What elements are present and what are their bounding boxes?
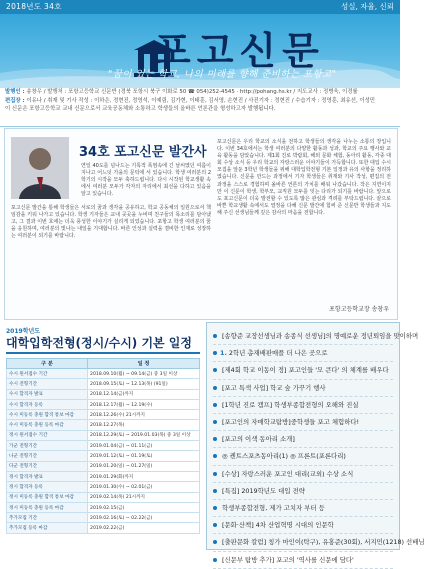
table-row: [7, 502, 200, 512]
item-text: [수상] 자랑스러운 포고인 대리(교외) 수상 소식: [222, 469, 354, 478]
row-schedule: 2019.02.14(목) 21시까지: [88, 492, 200, 502]
table-row: [7, 369, 200, 379]
table-row: [7, 492, 200, 502]
principal-photo: [11, 137, 69, 199]
item-text: [포고 특색 사업] 학교 숲 가꾸기 행사: [222, 383, 326, 392]
bullet-icon: [213, 403, 217, 407]
list-item: [213, 380, 393, 397]
row-category: 수시 미등록 충원 합격 통보 마감: [7, 410, 88, 420]
contents-index: [206, 322, 425, 564]
feature-title: 34호 포고신문 발간사: [79, 145, 207, 160]
publisher-label: 발행인 :: [5, 89, 25, 95]
table-row: [7, 379, 200, 389]
row-category: 다군 전형기간: [7, 461, 88, 471]
bullet-icon: [213, 506, 217, 510]
list-item: [213, 397, 393, 414]
row-category: 정시 합격자 등록: [7, 482, 88, 492]
row-category: 수시 합격자 등록: [7, 399, 88, 409]
item-text: [1학년 진로 캠프] 학생부종합전형의 오해와 진실: [222, 400, 359, 409]
newspaper-title: 포고신문: [154, 28, 325, 73]
row-category: 추가모집 기간: [7, 513, 88, 523]
article-column-b: 포고신문은 우리 학교의 소식을 전하고 학생들의 생각을 나누는 소통의 장입니다. 이번 34호에서는 학생 여러분의 다양한 활동과 성과, 학교의 주요 행사와 교육 활동을 담았습니다. 제1회 진로 박람회, 해외 문화 체험, 동아리 활동, 각종 대회 수상 소식 등 우리 학교의 자랑스러운 이야기들이 가득합니다. 또한 대입 수시 모집을 앞둔 3학년 학생들을 위해 대학입학전형 기본 일정과 유의 사항을 정리하였습니다. 신문을 만드는 과정에서 기자 학생들은 취재와 기사 작성, 편집의 전 과정을 스스로 경험하며 올바른 언론의 가치를 배워 나갔습니다. 작은 지면이지만 이 신문이 학생, 학부모, 교직원 모두를 잇는 다리가 되기를 바랍니다. 앞으로도 포고신문이 더욱 발전할 수 있도록 많은 관심과 격려를 부탁드립니다. 끝으로 바쁜 학교생활 속에서도 열정을 다해 신문 발간에 힘써 준 신문반 학생들과 지도해 주신 선생님들께 깊은 감사의 마음을 전합니다.: [217, 139, 391, 216]
list-item: [213, 500, 393, 517]
article-column-a: 연일 40도를 넘나드는 기록적 폭염속에 긴 날씨였던 여름이 지나고 어느덧 가을의 문턱에 서 있습니다. 학생 여러분의 2학기의 시작을 모두 축하드립니다. 다시 시작된 학교생활 속에서 여러분 모두가 각자의 자리에서 최선을 다하고 있음을 알고 있습니다.: [81, 163, 211, 198]
admission-divider: [6, 352, 200, 354]
table-row: [7, 513, 200, 523]
table-row: [7, 420, 200, 430]
item-text: [포고인의 자매학교탐방]중학생들 포고 체험하다!: [222, 418, 360, 427]
item-text: [제4회 학교 이동이 정] 포고인들 '모 큰다' 의 체계를 배우다: [222, 366, 389, 375]
bullet-icon: [213, 472, 217, 476]
bullet-icon: [213, 351, 217, 355]
row-category: 수시 전형기간: [7, 379, 88, 389]
list-item: [213, 448, 393, 465]
header-schedule: 일 정: [88, 359, 200, 369]
bullet-icon: [213, 386, 217, 390]
row-schedule: 2018.12.27(목): [88, 420, 200, 430]
row-schedule: 2018.12.17(월) ~ 12.19(수): [88, 399, 200, 409]
editor-line: [0, 97, 400, 106]
row-schedule: 2018.09.10(월) ~ 09.14(금) 중 3일 이상: [88, 369, 200, 379]
row-schedule: 2019.01.12(토) ~ 01.19(토): [88, 451, 200, 461]
list-item: [213, 483, 393, 500]
table-row: [7, 399, 200, 409]
masthead: [0, 0, 400, 88]
item-text: [송향준 교장선생님과 송종식 선생님]의 명예로운 정년퇴임을 맞이하며: [222, 332, 419, 340]
table-row: [7, 451, 200, 461]
item-text: ◎ 켄트스포츠동아리(1) ◎ 프론트(포론다리): [222, 452, 346, 461]
list-item: [213, 517, 393, 534]
bullet-icon: [213, 420, 217, 424]
admission-table: [6, 358, 200, 534]
table-row: [7, 441, 200, 451]
admission-header-row: [7, 359, 200, 369]
list-item: [213, 552, 393, 569]
item-text: 학생부종합전형, 제가 고치자 부터 등: [222, 504, 325, 513]
row-category: 정시 합격자 발표: [7, 471, 88, 481]
bullet-icon: [213, 540, 217, 544]
row-schedule: 2019.02.22(금): [88, 523, 200, 533]
row-category: 나군 전형기간: [7, 451, 88, 461]
row-schedule: 2019.02.16(토) ~ 02.22(금): [88, 513, 200, 523]
admission-title: 대학입학전형(정시/수시) 기본 일정: [6, 336, 192, 350]
list-item: [213, 328, 419, 345]
bullet-icon: [213, 454, 217, 458]
masthead-slogan: "꿈이 있는 학교, 나의 미래를 향해 준비하는 포항고": [108, 69, 337, 80]
bullet-icon: [213, 368, 217, 372]
publication-info: [0, 88, 400, 127]
contents-list: [207, 323, 425, 569]
row-schedule: 2018.12.14(금)까지: [88, 389, 200, 399]
feature-article: [4, 128, 398, 320]
header-category: 구 분: [7, 359, 88, 369]
row-schedule: 2018.12.29(토) ~ 2019.01.03(목) 중 3일 이상: [88, 430, 200, 440]
row-schedule: 2018.12.26(수) 21시까지: [88, 410, 200, 420]
purpose-text: 이 신문은 포항고등학교 교내 신문으로서 교육공동체와 소통하고 학생들의 올바른 언론관을 형성하고자 발행됩니다.: [5, 106, 276, 112]
item-text: [신문부 탐방 추가] 포고의 '역사를 신문에 담다': [222, 555, 354, 564]
row-category: 추가모집 등록 마감: [7, 523, 88, 533]
editor-label: 편집장 :: [5, 97, 25, 104]
list-item: [213, 466, 393, 483]
bullet-icon: [213, 489, 217, 493]
publisher-line: [0, 88, 400, 97]
row-category: 정시 미등록 충원 합격 통보 마감: [7, 492, 88, 502]
list-item: [213, 414, 393, 431]
bullet-icon: [213, 437, 217, 441]
table-row: [7, 523, 200, 533]
table-row: [7, 389, 200, 399]
item-text: [특집] 2019학년도 대입 전략: [222, 486, 305, 495]
principal-signature: 포항고등학교장 송창우: [329, 306, 389, 313]
list-item: [213, 362, 393, 379]
article-column-c: 포고신문 발간을 통해 학생들은 서로의 꿈과 생각을 공유하고, 학교 공동체의 일원으로서 책임감을 키워 나가고 있습니다. 학생 기자들은 교내 곳곳을 누비며 친구들의 목소리를 담아냈고, 그 결과 이번 호에는 더욱 풍성한 이야기가 실리게 되었습니다. 포항고 학생 여러분의 꿈을 응원하며, 여러분의 빛나는 내일을 기대합니다. 바른 인성과 실력을 겸비한 인재로 성장하는 여러분이 되기를 바랍니다.: [11, 205, 211, 240]
bullet-icon: [213, 558, 217, 562]
list-item: [213, 534, 425, 551]
admission-schedule: [0, 322, 204, 550]
title-block: [58, 16, 358, 73]
row-schedule: 2019.01.29(화)까지: [88, 471, 200, 481]
row-category: 가군 전형기간: [7, 441, 88, 451]
bullet-icon: [213, 523, 217, 527]
table-row: [7, 410, 200, 420]
list-item: [213, 345, 393, 362]
item-text: [문화·산책] 4차 산업혁명 시대의 인문학: [222, 521, 334, 530]
table-row: [7, 471, 200, 481]
purpose-line: [0, 105, 400, 114]
table-row: [7, 461, 200, 471]
bullet-icon: [213, 334, 217, 338]
row-category: 수시 미등록 충원 등록 마감: [7, 420, 88, 430]
row-category: 정시 원서접수 기간: [7, 430, 88, 440]
item-text: [포고의 이색 동아리 소개]: [222, 435, 295, 444]
row-category: 수시 원서접수 기간: [7, 369, 88, 379]
row-schedule: 2019.01.04(금) ~ 01.11(금): [88, 441, 200, 451]
row-schedule: 2019.01.30(수) ~ 02.01(금): [88, 482, 200, 492]
publisher-text: 송창우 / 발행처 : 포항고등학교 신문반 (경북 포항시 북구 이화로 50 ☎ 054)252-4545 · http://pohang.hs.kr / 지도교사 : 정병욱, 이경률: [26, 89, 358, 95]
issue-number: 2018년도 34호: [6, 2, 62, 11]
row-schedule: 2019.02.15(금): [88, 502, 200, 512]
admission-year-tag: 2019학년도: [6, 328, 41, 335]
table-row: [7, 482, 200, 492]
row-schedule: 2019.01.20(일) ~ 01.27(일): [88, 461, 200, 471]
item-text: [출판문화 칼럼] 칭가 마인이(탁구), 유홍준(30회), 서지민(1218) 선배님: [222, 538, 425, 547]
item-number: 1.: [220, 349, 227, 358]
editor-text: 이유나 / 취재 및 기사 작성 : 이하은, 정현진, 정영석, 이예림, 김가현, 이태훈, 김서영, 손현진 / 사진기자 : 정현진 / 수습기자 : 정영훈, 최유선, 이성민: [26, 97, 376, 104]
row-schedule: 2018.09.15(토) ~ 12.13(목) (91일): [88, 379, 200, 389]
list-item: [213, 431, 393, 448]
item-text: 2학년 총재배판매플 더 나은 곳으로: [228, 349, 328, 358]
row-category: 정시 미등록 충원 등록 마감: [7, 502, 88, 512]
row-category: 수시 합격자 발표: [7, 389, 88, 399]
table-row: [7, 430, 200, 440]
school-motto: 성실, 자율, 신뢰: [340, 2, 394, 11]
person-photo-icon: [11, 137, 69, 199]
